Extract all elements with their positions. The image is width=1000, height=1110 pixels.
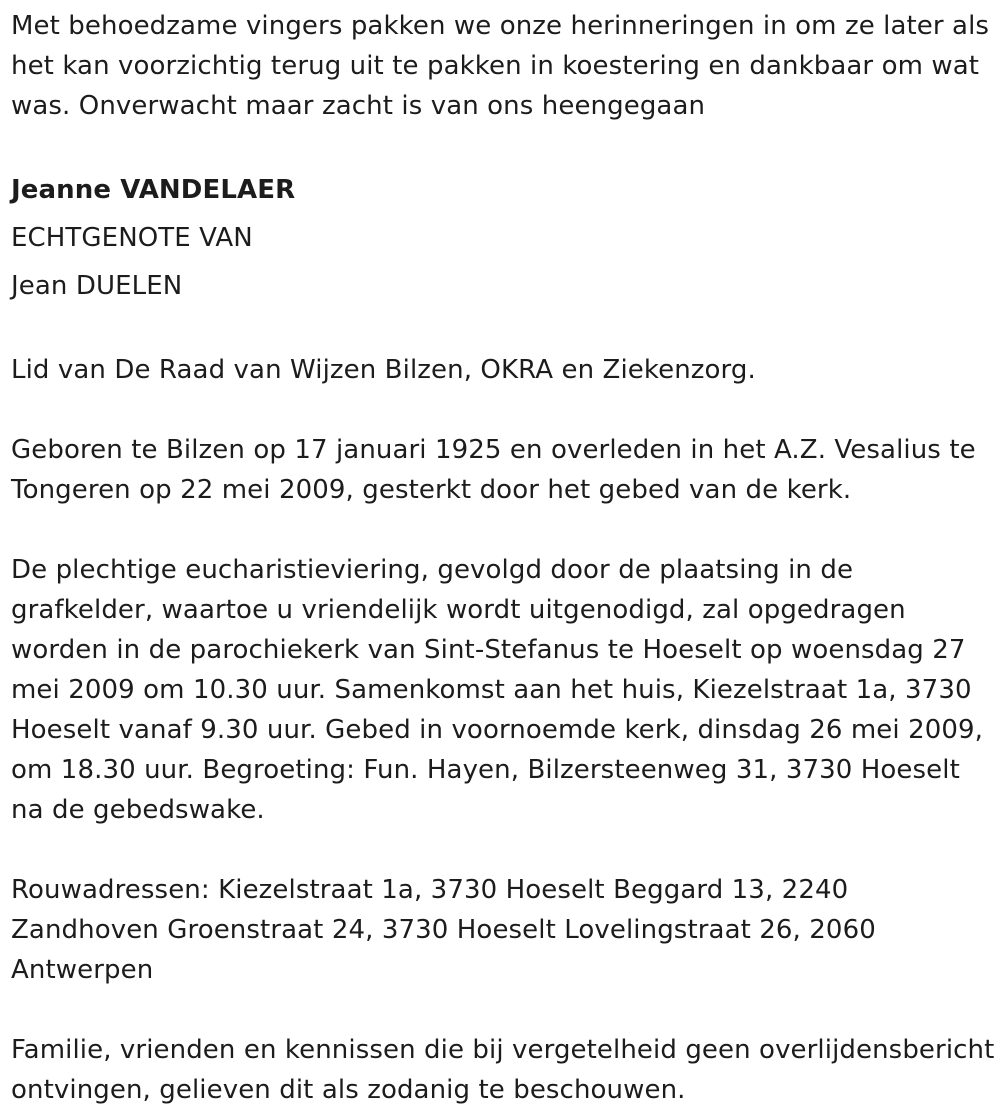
addresses-paragraph: Rouwadressen: Kiezelstraat 1a, 3730 Hoeselt Beggard 13, 2240 Zandhoven Groenstraat 24, 3730 Hoeselt Lovelingstraat 26, 2060 Antwerpen [11,875,876,985]
closing-paragraph: Familie, vrienden en kennissen die bij vergetelheid geen overlijdensbericht ontvingen, gelieven dit als zodanig te beschouwen. [11,1035,995,1105]
spacer [11,390,996,430]
intro-paragraph: Met behoedzame vingers pakken we onze herinneringen in om ze later als het kan voorzichtig terug uit te pakken in koestering en dankbaar om wat was. Onverwacht maar zacht is van ons heengegaan [11,11,990,121]
birth-death-paragraph: Geboren te Bilzen op 17 januari 1925 en overleden in het A.Z. Vesalius te Tongeren op 22 mei 2009, gesterkt door het gebed van de kerk. [11,435,976,505]
spacer [11,126,996,166]
membership-paragraph: Lid van De Raad van Wijzen Bilzen, OKRA en Ziekenzorg. [11,355,756,385]
relation-label: ECHTGENOTE VAN [11,223,253,253]
death-notice [11,6,996,1110]
spacer [11,990,996,1030]
ceremony-paragraph: De plechtige eucharistieviering, gevolgd door de plaatsing in de grafkelder, waartoe u vriendelijk wordt uitgenodigd, zal opgedragen worden in de parochiekerk van Sint-Stefanus te Hoeselt op woensdag 27 mei 2009 om 10.30 uur. Samenkomst aan het huis, Kiezelstraat 1a, 3730 Hoeselt vanaf 9.30 uur. Gebed in voornoemde kerk, dinsdag 26 mei 2009, om 18.30 uur. Begroeting: Fun. Hayen, Bilzersteenweg 31, 3730 Hoeselt na de gebedswake. [11,555,984,825]
spacer [11,830,996,870]
deceased-name: Jeanne VANDELAER [11,175,296,205]
spacer [11,510,996,550]
spacer [11,310,996,350]
spouse-name: Jean DUELEN [11,271,183,301]
